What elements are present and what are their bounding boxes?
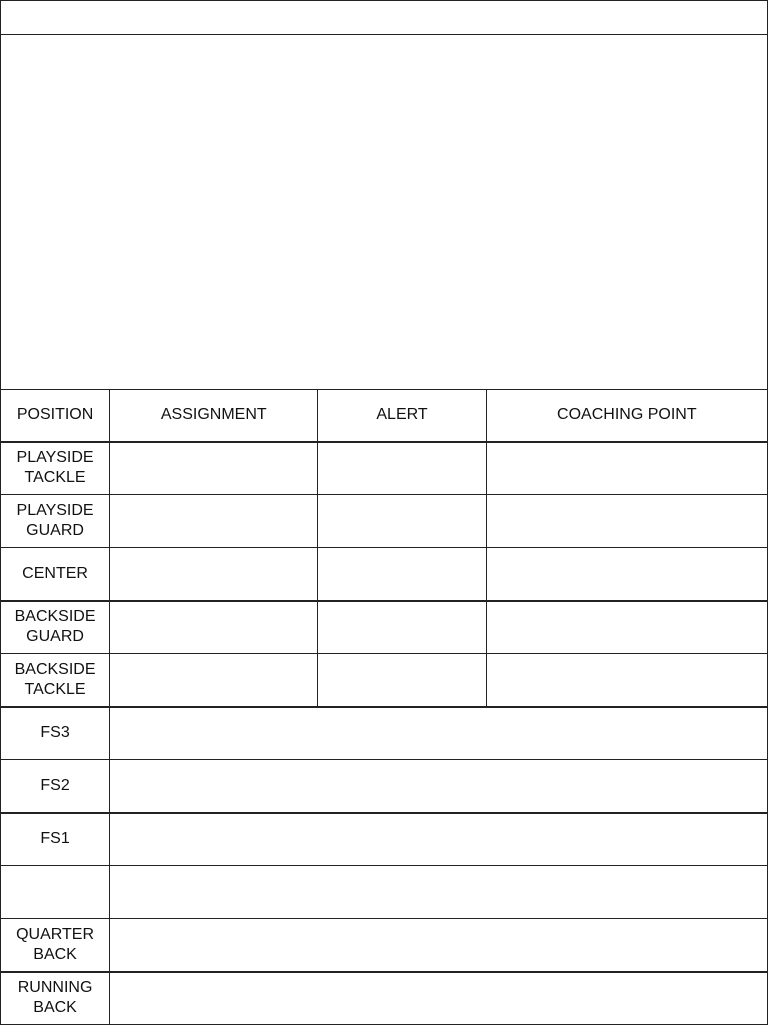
alert-cell[interactable] xyxy=(318,442,486,495)
coaching-point-cell[interactable] xyxy=(486,495,767,548)
alert-cell[interactable] xyxy=(318,548,486,601)
position-label: BACKSIDE TACKLE xyxy=(14,660,96,698)
table-row xyxy=(1,495,768,548)
assignment-cell[interactable] xyxy=(110,654,318,707)
position-cell xyxy=(1,760,110,813)
position-label: FS2 xyxy=(40,776,70,794)
table-row xyxy=(1,919,768,972)
assignment-cell[interactable] xyxy=(110,548,318,601)
position-cell xyxy=(1,707,110,760)
notes-cell[interactable] xyxy=(110,760,768,813)
table-row xyxy=(1,813,768,866)
position-label: BACKSIDE GUARD xyxy=(14,608,96,646)
alert-cell[interactable] xyxy=(318,601,486,654)
table-header-row xyxy=(1,390,768,442)
table-row xyxy=(1,972,768,1025)
position-cell xyxy=(1,654,110,707)
coaching-point-cell[interactable] xyxy=(486,654,767,707)
table-row xyxy=(1,707,768,760)
notes-cell[interactable] xyxy=(110,866,768,919)
position-cell xyxy=(1,972,110,1025)
table-row xyxy=(1,548,768,601)
coaching-point-cell[interactable] xyxy=(486,442,767,495)
position-cell xyxy=(1,919,110,972)
table-row xyxy=(1,654,768,707)
assignment-table xyxy=(0,389,768,1025)
play-diagram-area[interactable] xyxy=(0,34,768,390)
coaching-point-cell[interactable] xyxy=(486,548,767,601)
position-label: PLAYSIDE GUARD xyxy=(16,502,94,539)
position-cell xyxy=(1,495,110,548)
header-assignment: ASSIGNMENT xyxy=(110,390,318,442)
notes-cell[interactable] xyxy=(110,919,768,972)
position-cell xyxy=(1,813,110,866)
play-title-field[interactable] xyxy=(0,0,768,35)
notes-cell[interactable] xyxy=(110,813,768,866)
position-label: FS1 xyxy=(40,830,70,848)
position-label: PLAYSIDE TACKLE xyxy=(16,449,94,487)
table-row xyxy=(1,601,768,654)
position-cell xyxy=(1,548,110,601)
position-label: QUARTER BACK xyxy=(16,925,95,963)
position-label: FS3 xyxy=(40,724,70,742)
assignment-cell[interactable] xyxy=(110,442,318,495)
table-row xyxy=(1,760,768,813)
assignment-cell[interactable] xyxy=(110,495,318,548)
position-label: CENTER xyxy=(22,564,88,582)
alert-cell[interactable] xyxy=(318,654,486,707)
position-cell xyxy=(1,866,110,919)
position-cell xyxy=(1,601,110,654)
assignment-cell[interactable] xyxy=(110,601,318,654)
position-label: RUNNING BACK xyxy=(17,979,93,1017)
alert-cell[interactable] xyxy=(318,495,486,548)
position-cell xyxy=(1,442,110,495)
notes-cell[interactable] xyxy=(110,707,768,760)
header-coaching-point: COACHING POINT xyxy=(486,390,767,442)
notes-cell[interactable] xyxy=(110,972,768,1025)
table-row xyxy=(1,442,768,495)
header-position: POSITION xyxy=(1,390,110,442)
header-alert: ALERT xyxy=(318,390,486,442)
table-row xyxy=(1,866,768,919)
coaching-point-cell[interactable] xyxy=(486,601,767,654)
